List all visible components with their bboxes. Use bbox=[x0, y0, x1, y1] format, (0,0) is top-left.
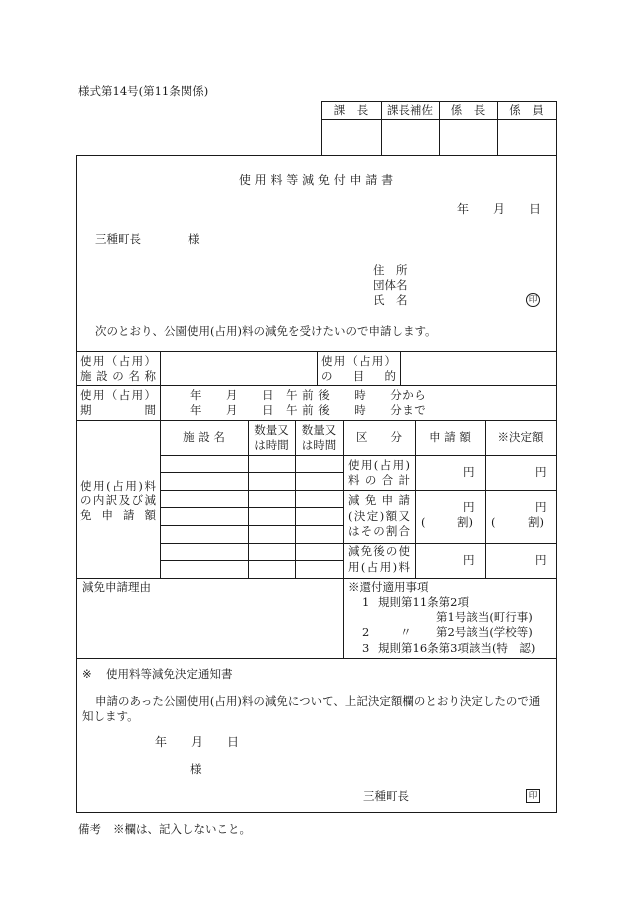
purpose-field bbox=[401, 352, 556, 385]
refund-item-2-number: 2 bbox=[362, 625, 370, 639]
row-total-decided-yen: 円 bbox=[535, 465, 547, 479]
row-reduction-requested-yen: 円 bbox=[463, 500, 475, 514]
notice-date: 年 月 日 bbox=[155, 735, 240, 749]
notice-honorific: 様 bbox=[190, 762, 202, 776]
column-header-facility-name: 施 設 名 bbox=[183, 430, 225, 444]
footer-remarks-note: ※欄は、記入しないこと。 bbox=[113, 822, 251, 836]
row-reduction-label-line1: 減免申請 bbox=[348, 494, 410, 506]
form-number: 様式第14号(第11条関係) bbox=[78, 84, 209, 98]
row-after-label-line1: 減免後の使 bbox=[348, 545, 410, 557]
refund-item-3-number: 3 bbox=[362, 641, 370, 655]
refund-heading: ※還付適用事項 bbox=[348, 580, 429, 594]
column-header-category: 区 分 bbox=[356, 430, 402, 444]
purpose-label-line2: の目的 bbox=[321, 370, 396, 382]
notice-body-line1: 申請のあった公園使用(占用)料の減免について、上記決定額欄のとおり決定したので通 bbox=[95, 694, 541, 708]
period-to: 年 月 日 午 前 後 時 分まで bbox=[190, 403, 427, 417]
facility-label-line2: 施設の名称 bbox=[80, 370, 156, 382]
row-total-requested-yen: 円 bbox=[463, 465, 475, 479]
facility-name-field bbox=[161, 352, 317, 385]
applicant-address-label: 住 所 bbox=[373, 263, 408, 277]
refund-item-2-ditto: 〃 bbox=[400, 625, 412, 639]
column-header-quantity-1-line1: 数量又 bbox=[254, 423, 289, 437]
approval-stamp-cell-staff bbox=[498, 120, 556, 155]
facility-label-line1: 使用（占用） bbox=[80, 355, 156, 367]
approval-stamp-cell-subsection-chief bbox=[440, 120, 497, 155]
breakdown-label-line1: 使用(占用)料 bbox=[80, 480, 156, 492]
notice-issuer: 三種町長 bbox=[363, 789, 409, 803]
refund-item-1-number: 1 bbox=[362, 595, 370, 609]
breakdown-label-line2: の内訳及び減 bbox=[80, 494, 156, 506]
row-reduction-requested-ratio-open: ( bbox=[421, 515, 426, 529]
approval-header-deputy-chief: 課長補佐 bbox=[387, 103, 433, 117]
footer-remarks-label: 備考 bbox=[78, 822, 101, 836]
row-after-requested-yen: 円 bbox=[463, 553, 475, 567]
period-label-line1: 使用（占用） bbox=[80, 389, 156, 401]
approval-header-subsection-chief: 係 長 bbox=[450, 103, 486, 117]
refund-item-2-text: 第2号該当(学校等) bbox=[436, 625, 533, 639]
column-header-decided: ※決定額 bbox=[497, 430, 544, 444]
row-reduction-requested-ratio-unit: 割) bbox=[457, 515, 473, 529]
row-after-decided-yen: 円 bbox=[535, 553, 547, 567]
addressee-name: 三種町長 bbox=[95, 232, 141, 246]
purpose-label-line1: 使用（占用） bbox=[321, 355, 396, 367]
refund-item-3-text: 規則第16条第3項該当(特 認) bbox=[378, 641, 536, 655]
approval-header-section-chief: 課 長 bbox=[333, 103, 369, 117]
period-label-line2: 期間 bbox=[80, 404, 156, 416]
refund-item-1-text: 規則第11条第2項 bbox=[378, 595, 469, 609]
issuer-seal-icon: 印 bbox=[526, 789, 540, 803]
intro-statement: 次のとおり、公園使用(占用)料の減免を受けたいので申請します。 bbox=[95, 324, 437, 338]
applicant-name-label: 氏 名 bbox=[373, 293, 408, 307]
column-header-requested: 申 請 額 bbox=[429, 430, 471, 444]
column-header-quantity-1-line2: は時間 bbox=[254, 438, 289, 452]
notice-body-line2: 知します。 bbox=[82, 709, 139, 723]
form-title: 使 用 料 等 減 免 付 申 請 書 bbox=[238, 173, 394, 187]
row-total-label-line2: 料の合計 bbox=[348, 474, 410, 486]
period-from: 年 月 日 午 前 後 時 分から bbox=[190, 388, 427, 402]
row-total-label-line1: 使用(占用) bbox=[348, 459, 410, 471]
row-reduction-label-line3: はその割合 bbox=[348, 525, 410, 537]
breakdown-label-line3: 免申請額 bbox=[80, 509, 156, 521]
row-reduction-decided-yen: 円 bbox=[535, 500, 547, 514]
row-reduction-decided-ratio-open: ( bbox=[491, 515, 496, 529]
reduction-reason-label: 減免申請理由 bbox=[82, 580, 151, 594]
application-date: 年 月 日 bbox=[457, 202, 542, 216]
refund-item-1-continuation: 第1号該当(町行事) bbox=[436, 610, 533, 624]
row-after-label-line2: 用(占用)料 bbox=[348, 561, 410, 573]
row-reduction-label-line2: (決定)額又 bbox=[348, 510, 410, 522]
notice-heading: 使用料等減免決定通知書 bbox=[106, 667, 233, 681]
row-reduction-decided-ratio-unit: 割) bbox=[528, 515, 544, 529]
applicant-group-label: 団体名 bbox=[373, 278, 408, 292]
approval-header-staff: 係 員 bbox=[509, 103, 544, 117]
column-header-quantity-2-line1: 数量又 bbox=[301, 423, 337, 437]
approval-stamp-cell-section-chief bbox=[322, 120, 381, 155]
column-header-quantity-2-line2: は時間 bbox=[301, 438, 337, 452]
notice-mark: ※ bbox=[82, 667, 92, 681]
approval-stamp-cell-deputy-chief bbox=[382, 120, 439, 155]
applicant-seal-icon: 印 bbox=[526, 293, 540, 307]
addressee-honorific: 様 bbox=[188, 232, 200, 246]
